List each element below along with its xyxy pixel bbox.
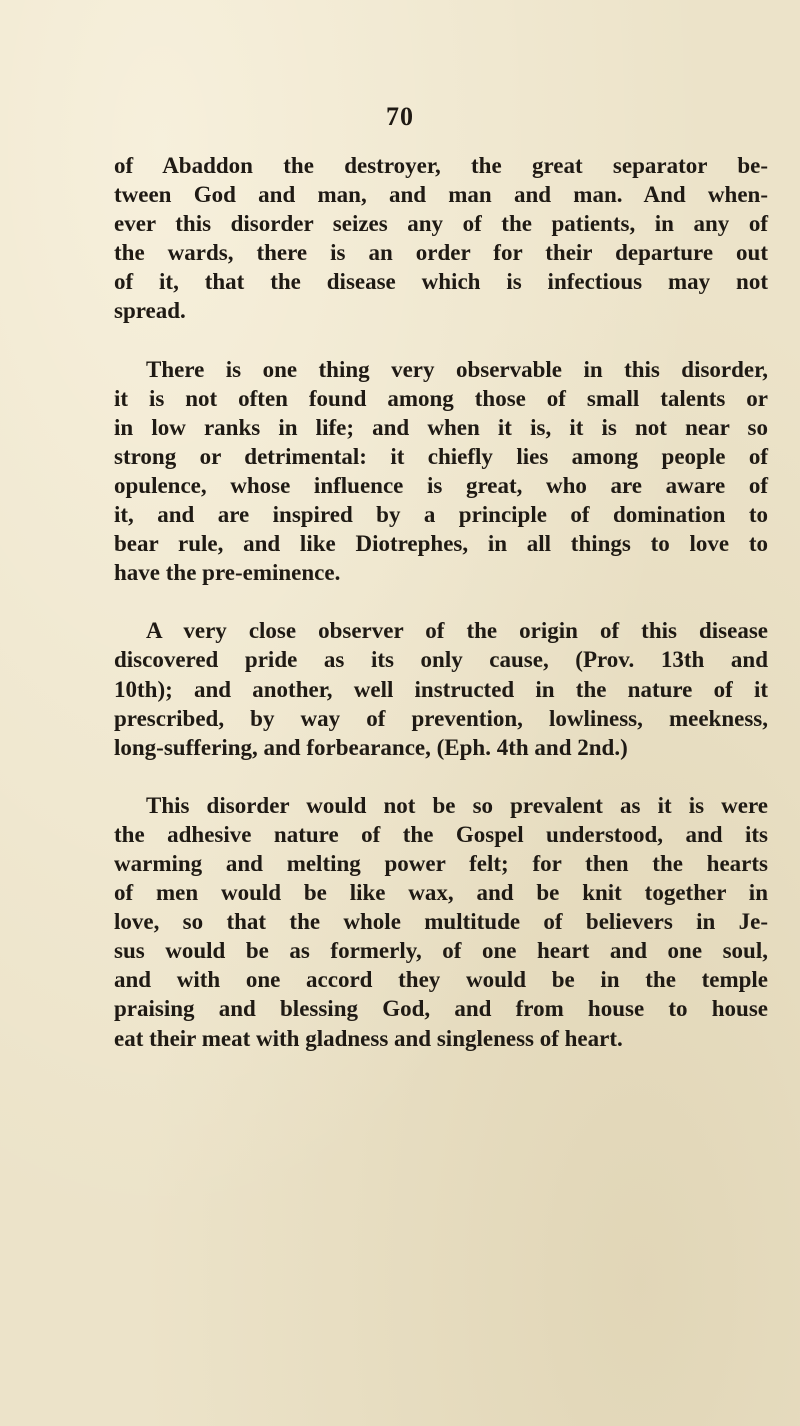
- text-line: it, and are inspired by a principle of domination to: [114, 502, 768, 528]
- text-line: This disorder would not be so prevalent as it is were: [146, 792, 768, 818]
- text-line: of men would be like wax, and be knit together in: [114, 880, 768, 906]
- paragraph-gap: [114, 587, 768, 616]
- paragraph: [114, 151, 768, 326]
- text-line: bear rule, and like Diotrephes, in all things to love to: [114, 531, 768, 557]
- text-line: in low ranks in life; and when it is, it is not near so: [114, 414, 768, 440]
- paragraph-gap: [114, 326, 768, 355]
- text-line: discovered pride as its only cause, (Prov. 13th and: [114, 647, 768, 673]
- text-line: long-suffering, and forbearance, (Eph. 4th and 2nd.): [114, 734, 628, 760]
- text-line: and with one accord they would be in the temple: [114, 967, 768, 993]
- text-line: it is not often found among those of small talents or: [114, 385, 768, 411]
- paragraph-gap: [114, 762, 768, 791]
- text-line: A very close observer of the origin of this disease: [146, 618, 768, 644]
- text-line: ever this disorder seizes any of the patients, in any of: [114, 211, 768, 237]
- text-line: 10th); and another, well instructed in the nature of it: [114, 676, 768, 702]
- text-line: There is one thing very observable in this disorder,: [146, 356, 768, 382]
- text-line: opulence, whose influence is great, who are aware of: [114, 472, 768, 498]
- paragraph: [114, 616, 768, 761]
- text-line: praising and blessing God, and from house to house: [114, 996, 768, 1022]
- text-line: the wards, there is an order for their departure out: [114, 240, 768, 266]
- text-line: spread.: [114, 298, 186, 324]
- text-line: of Abaddon the destroyer, the great separator be-: [114, 153, 768, 178]
- text-line: eat their meat with gladness and singleness of heart.: [114, 1025, 623, 1051]
- text-line: the adhesive nature of the Gospel understood, and its: [114, 821, 768, 847]
- page-number: 70: [386, 102, 414, 131]
- text-line: of it, that the disease which is infectious may not: [114, 269, 768, 295]
- paragraph: [114, 791, 768, 1053]
- text-line: strong or detrimental: it chiefly lies among people of: [114, 443, 768, 469]
- paragraph: [114, 355, 768, 588]
- text-line: love, so that the whole multitude of believers in Je-: [114, 909, 768, 935]
- text-line: tween God and man, and man and man. And when-: [114, 182, 768, 208]
- text-line: warming and melting power felt; for then the hearts: [114, 850, 768, 876]
- text-line: prescribed, by way of prevention, lowliness, meekness,: [114, 705, 768, 731]
- text-line: sus would be as formerly, of one heart and one soul,: [114, 938, 768, 964]
- body-text: [114, 151, 768, 1053]
- text-line: have the pre-eminence.: [114, 560, 341, 586]
